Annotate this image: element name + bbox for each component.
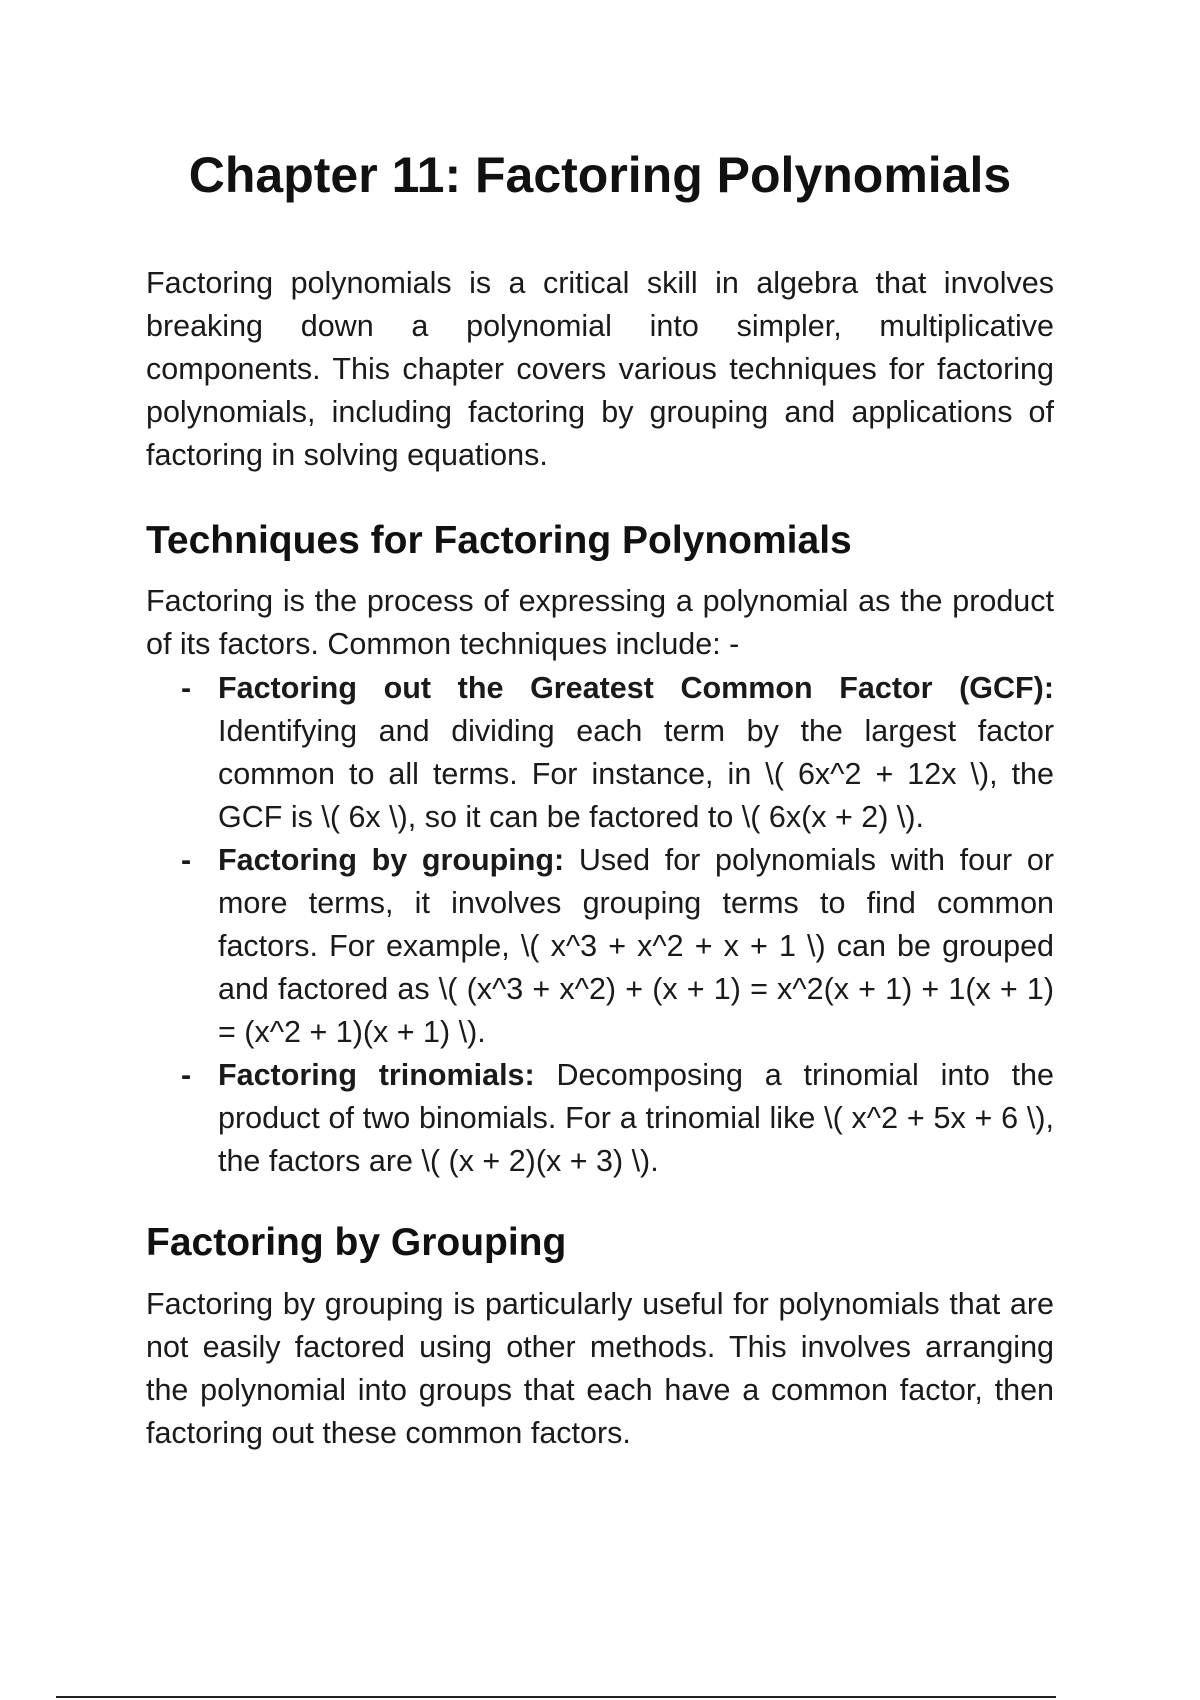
list-item [146, 1054, 1054, 1183]
list-item-term: Factoring out the Greatest Common Factor (GCF): [218, 671, 1054, 705]
footer-divider [56, 1696, 1056, 1698]
list-bullet: - [181, 1058, 192, 1092]
chapter-intro-paragraph: Factoring polynomials is a critical skill in algebra that involves breaking down a polynomial into simpler, multiplicative components. This chapter covers various techniques for factoring polynomials, including factoring by grouping and applications of factoring in solving equations. [146, 266, 1054, 472]
list-item-term: Factoring trinomials: [218, 1058, 535, 1092]
chapter-title: Chapter 11: Factoring Polynomials [188, 147, 1012, 203]
techniques-list [146, 667, 1054, 1183]
grouping-heading: Factoring by Grouping [146, 1221, 567, 1264]
list-item-text: Used for polynomials with four or more terms, it involves grouping terms to find common factors. For example, \( x^3 + x^2 + x + 1 \) can be grouped and factored as \( (x^3 + x^2) + (x + 1) = x^2(x + 1) + 1(x + 1) = (x^2 + 1)(x + 1) \). [218, 843, 1054, 1049]
list-item-text: Identifying and dividing each term by the largest factor common to all terms. For instance, in \( 6x^2 + 12x \), the GCF is \( 6x \), so it can be factored to \( 6x(x + 2) \). [218, 714, 1054, 834]
list-bullet: - [181, 843, 192, 877]
techniques-heading: Techniques for Factoring Polynomials [146, 519, 852, 562]
grouping-body-paragraph: Factoring by grouping is particularly useful for polynomials that are not easily factored using other methods. This involves arranging the polynomial into groups that each have a common factor, then factoring out these common factors. [146, 1287, 1054, 1450]
list-item-term: Factoring by grouping: [218, 843, 565, 877]
list-bullet: - [181, 671, 192, 705]
list-item-text: Decomposing a trinomial into the product of two binomials. For a trinomial like \( x^2 + 5x + 6 \), the factors are \( (x + 2)(x + 3) \). [218, 1058, 1054, 1178]
list-item [146, 667, 1054, 839]
techniques-intro-paragraph: Factoring is the process of expressing a polynomial as the product of its factors. Common techniques include: - [146, 584, 1054, 661]
list-item [146, 839, 1054, 1054]
